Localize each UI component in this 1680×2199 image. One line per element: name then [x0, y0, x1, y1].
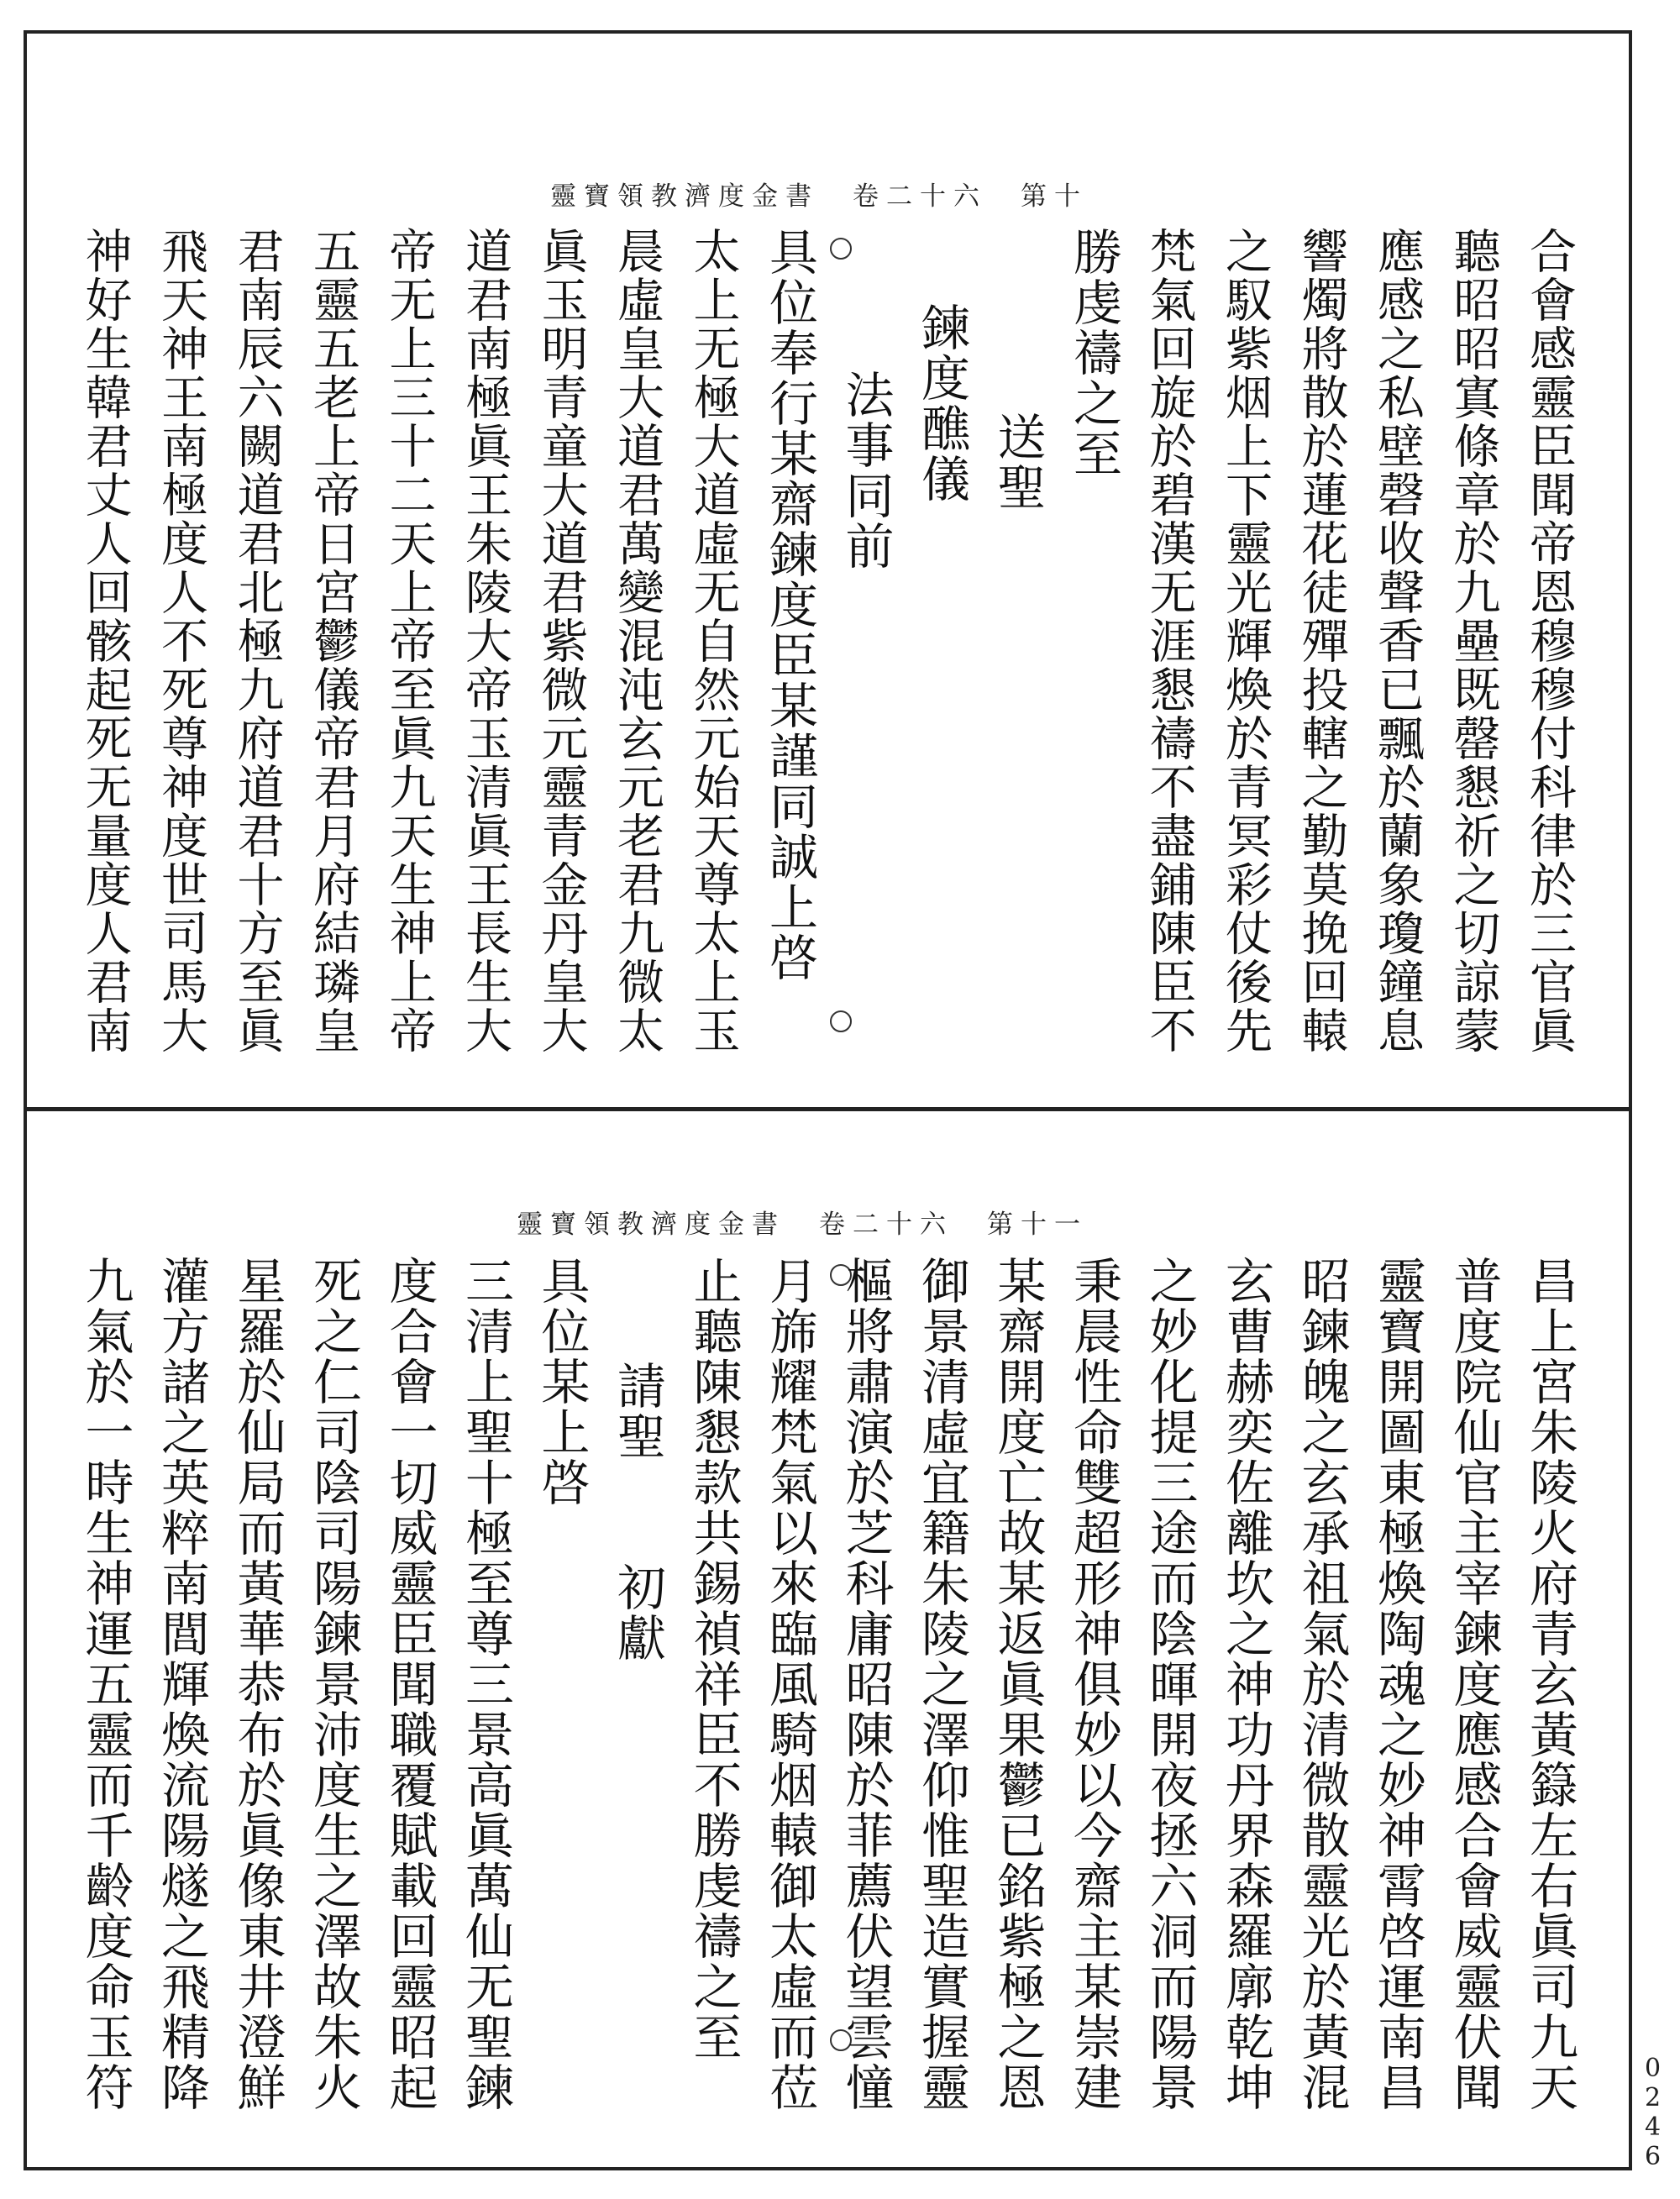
text-column: 具位某上啓: [533, 1256, 591, 1508]
text-column: 三清上聖十極至尊三景高眞萬仙无聖鍊: [457, 1256, 514, 2112]
text-column: 死之仁司陰司陽鍊景沛度生之澤故朱火: [305, 1256, 362, 2112]
text-column: 道君南極眞王朱陵大帝玉清眞王長生大: [458, 227, 512, 1055]
bottom-header: 靈寶領教濟度金書 卷二十六 第十一: [517, 1210, 1088, 1240]
text-column: 眞玉明青童大道君紫微元靈青金丹皇大: [533, 227, 589, 1055]
text-column: 樞將肅演於芝科庸昭陳於菲薦伏望雲憧: [837, 1256, 895, 2112]
punctuation-circle: [830, 1010, 852, 1032]
text-column: 星羅於仙局而黃華恭布於眞像東井澄鮮: [228, 1256, 286, 2112]
page-divider: [24, 1107, 1632, 1111]
text-column: 太上无極大道虛无自然元始天尊太上玉: [685, 227, 741, 1055]
punctuation-circle: [830, 238, 852, 260]
text-column: 君南辰六闕道君北極九府道君十方至眞: [229, 227, 285, 1055]
text-column: 鍊度醮儀: [913, 302, 970, 504]
text-column: 靈寶開圖東極煥陶魂之妙神霄啓運南昌: [1369, 1256, 1426, 2112]
text-column: 度合會一切威靈臣聞職覆賦載回靈昭起: [381, 1256, 438, 2112]
text-column: 勝虔禱之至: [1065, 227, 1122, 479]
text-column: 之妙化提三途而陰暉開夜拯六洞而陽景: [1141, 1256, 1199, 2112]
text-column: 普度院仙官主宰鍊度應感合會威靈伏聞: [1445, 1256, 1503, 2112]
text-column: 請聖 初獻: [609, 1361, 666, 1663]
text-column: 晨虛皇大道君萬變混沌玄元老君九微太: [610, 227, 664, 1055]
text-column: 合會感靈臣聞帝恩穆穆付科律於三官眞: [1522, 227, 1577, 1055]
text-column: 月旆耀梵氣以來臨風騎烟轅御太虛而莅: [761, 1256, 818, 2112]
text-column: 應感之私壁磬收聲香已飄於蘭象瓊鐘息: [1370, 227, 1425, 1055]
text-column: 送聖: [989, 412, 1047, 512]
text-column: 秉晨性命雙超形神俱妙以今齋主某崇建: [1065, 1256, 1122, 2112]
text-column: 之馭紫烟上下靈光輝煥於青冥彩仗後先: [1218, 227, 1273, 1055]
text-column: 五靈五老上帝日宮鬱儀帝君月府結璘皇: [306, 227, 360, 1055]
text-column: 御景清虛宜籍朱陵之澤仰惟聖造實握靈: [913, 1256, 970, 2112]
page-number: 0246: [1638, 2054, 1667, 2171]
text-column: 止聽陳懇款共錫禎祥臣不勝虔禱之至: [685, 1256, 743, 2062]
text-column: 玄曹赫奕佐離坎之神功丹界森羅廓乾坤: [1217, 1256, 1274, 2112]
text-column: 灌方諸之英粹南閭輝煥流陽燧之飛精降: [153, 1256, 210, 2112]
text-column: 昭鍊魄之玄承祖氣於清微散靈光於黃混: [1293, 1256, 1351, 2112]
top-header: 靈寶領教濟度金書 卷二十六 第十: [550, 181, 1088, 212]
text-column: 帝无上三十二天上帝至眞九天生神上帝: [381, 227, 437, 1055]
text-column: 響燭將散於蓮花徒殫投轄之勤莫挽回轅: [1294, 227, 1349, 1055]
text-column: 神好生韓君丈人回骸起死无量度人君南: [77, 227, 133, 1055]
text-column: 九氣於一時生神運五靈而千齡度命玉符: [76, 1256, 134, 2112]
text-column: 飛天神王南極度人不死尊神度世司馬大: [154, 227, 208, 1055]
text-column: 法事同前: [837, 370, 895, 571]
text-column: 梵氣回旋於碧漢无涯懇禱不盡鋪陳臣不: [1142, 227, 1197, 1055]
text-column: 某齋開度亡故某返眞果鬱已銘紫極之恩: [989, 1256, 1047, 2112]
text-column: 聽昭昭寘條章於九壘既罄懇祈之切諒蒙: [1446, 227, 1501, 1055]
text-column: 昌上宮朱陵火府青玄黃籙左右眞司九天: [1521, 1256, 1578, 2112]
text-column: 具位奉行某齋鍊度臣某謹同誠上啓: [761, 227, 818, 983]
